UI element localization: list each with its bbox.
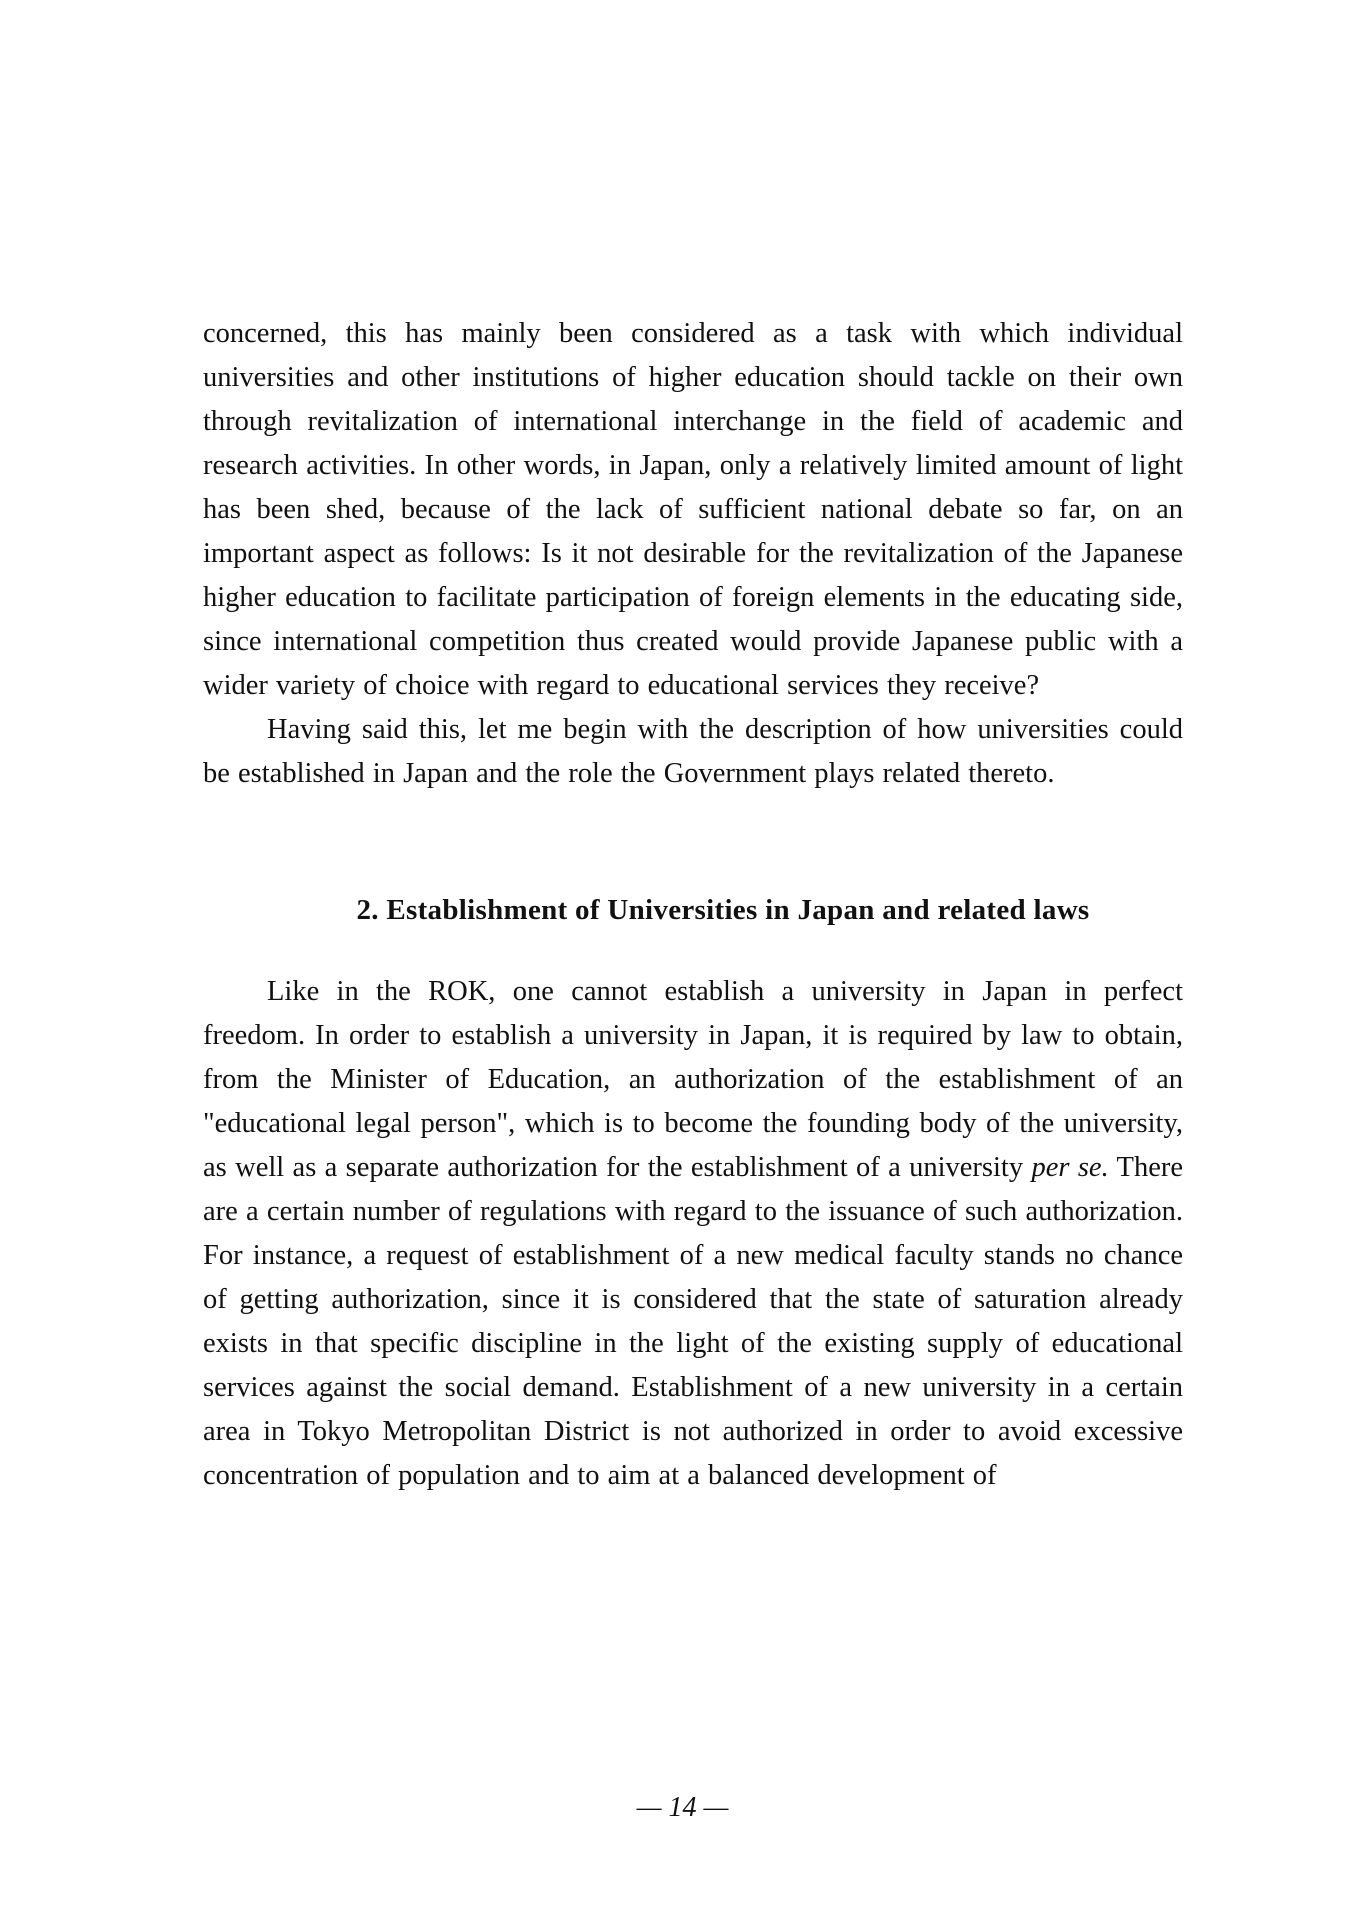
emphasis-per-se: per se.	[1031, 1152, 1109, 1183]
paragraph-text-part1: Like in the ROK, one cannot establish a university in Japan in perfect freedom. In order to establish a university in Japan, it is required by law to obtain, from the Minister of Education, an authorization of the establishment of an "educational legal person", which is to become the founding body of the university, as well as a separate authorization for the establishment of a university	[203, 976, 1183, 1183]
paragraph-text-part2: There are a certain number of regulations with regard to the issuance of such authorization. For instance, a request of establishment of a new medical faculty stands no chance of getting authorization, since it is considered that the state of saturation already exists in that specific discipline in the light of the existing supply of educational services against the social demand. Establishment of a new university in a certain area in Tokyo Metropolitan District is not authorized in order to avoid excessive concentration of population and to aim at a balanced development of	[203, 1152, 1184, 1491]
paragraph-establishment	[203, 970, 1183, 1498]
section-heading: 2. Establishment of Universities in Japan and related laws	[356, 894, 1090, 926]
paragraph-transition: Having said this, let me begin with the description of how universities could be established in Japan and the role the Government plays related thereto.	[203, 714, 1183, 789]
page-body	[203, 312, 1183, 1498]
page-number: — 14 —	[636, 1792, 729, 1823]
paragraph-continued: concerned, this has mainly been considered as a task with which individual universities and other institutions of higher education should tackle on their own through revitalization of international interchange in the field of academic and research activities. In other words, in Japan, only a relatively limited amount of light has been shed, because of the lack of sufficient national debate so far, on an important aspect as follows: Is it not desirable for the revitalization of the Japanese higher education to facilitate participation of foreign elements in the educating side, since international competition thus created would provide Japanese public with a wider variety of choice with regard to educational services they receive?	[203, 318, 1183, 701]
